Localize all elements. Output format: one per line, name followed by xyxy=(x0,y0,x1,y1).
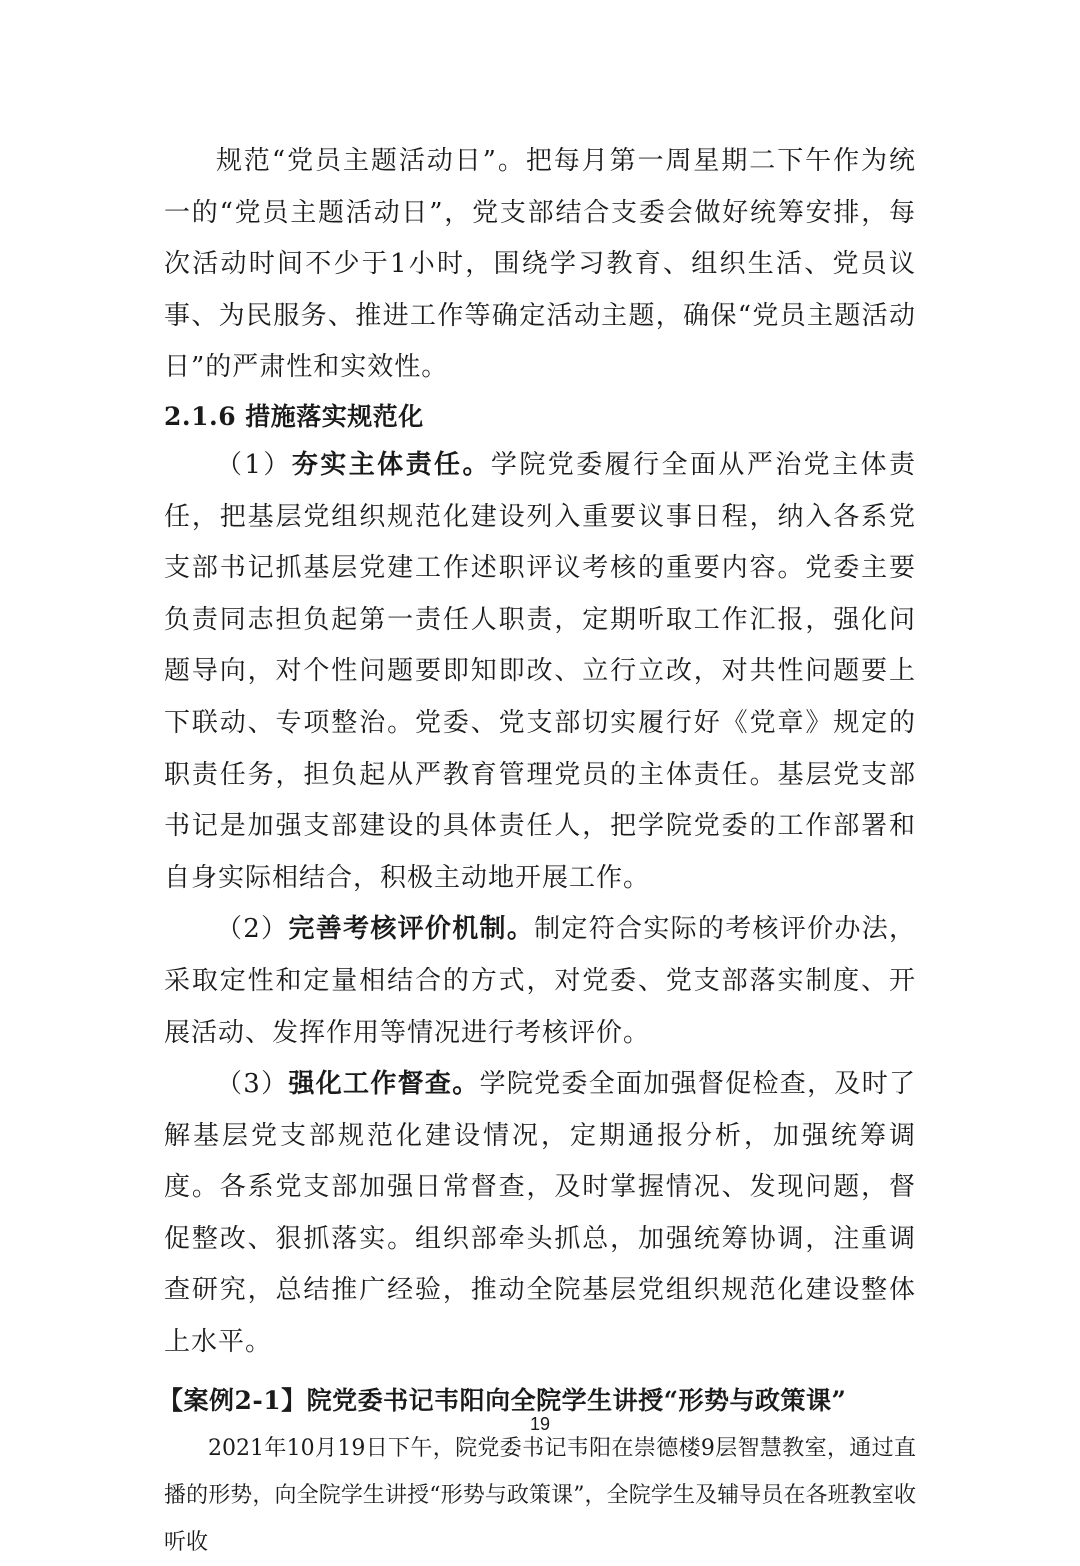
item-lead-1: 夯实主体责任。 xyxy=(291,449,491,480)
item-lead-2: 完善考核评价机制。 xyxy=(288,914,535,945)
item-text-2: 制定符合实际的考核评价办法，采取定性和定量相结合的方式，对党委、党支部落实制度、开展活动、发挥作用等情况进行考核评价。 xyxy=(164,914,916,1048)
item-label-1: （1） xyxy=(216,449,292,480)
item-paragraph-2 xyxy=(164,904,916,1059)
page-number: 19 xyxy=(529,1414,551,1434)
case-title: 【案例2-1】院党委书记韦阳向全院学生讲授“形势与政策课” xyxy=(158,1385,847,1415)
item-text-3: 学院党委全面加强督促检查，及时了解基层党支部规范化建设情况，定期通报分析，加强统筹调度。各系党支部加强日常督查，及时掌握情况、发现问题，督促整改、狠抓落实。组织部牵头抓总，加强统筹协调，注重调查研究，总结推广经验，推动全院基层党组织规范化建设整体上水平。 xyxy=(164,1069,916,1358)
document-page xyxy=(158,136,916,1566)
item-label-3: （3） xyxy=(216,1069,289,1100)
item-lead-3: 强化工作督查。 xyxy=(288,1069,480,1100)
item-paragraph-3 xyxy=(164,1059,916,1369)
case-paragraph: 2021年10月19日下午，院党委书记韦阳在崇德楼9层智慧教室，通过直播的形势，向全院学生讲授“形势与政策课”，全院学生及辅导员在各班教室收听收 xyxy=(164,1435,916,1555)
section-heading: 2.1.6 措施落实规范化 xyxy=(164,401,424,431)
paragraph-activity-day: 规范“党员主题活动日”。把每月第一周星期二下午作为统一的“党员主题活动日”，党支部结合支委会做好统筹安排，每次活动时间不少于1小时，围绕学习教育、组织生活、党员议事、为民服务、推进工作等确定活动主题，确保“党员主题活动日”的严肃性和实效性。 xyxy=(164,146,916,383)
item-paragraph-1 xyxy=(164,440,916,904)
item-label-2: （2） xyxy=(216,914,289,945)
item-text-1: 学院党委履行全面从严治党主体责任，把基层党组织规范化建设列入重要议事日程，纳入各系党支部书记抓基层党建工作述职评议考核的重要内容。党委主要负责同志担负起第一责任人职责，定期听取工作汇报，强化问题导向，对个性问题要即知即改、立行立改，对共性问题要上下联动、专项整治。党委、党支部切实履行好《党章》规定的职责任务，担负起从严教育管理党员的主体责任。基层党支部书记是加强支部建设的具体责任人，把学院党委的工作部署和自身实际相结合，积极主动地开展工作。 xyxy=(164,449,916,893)
